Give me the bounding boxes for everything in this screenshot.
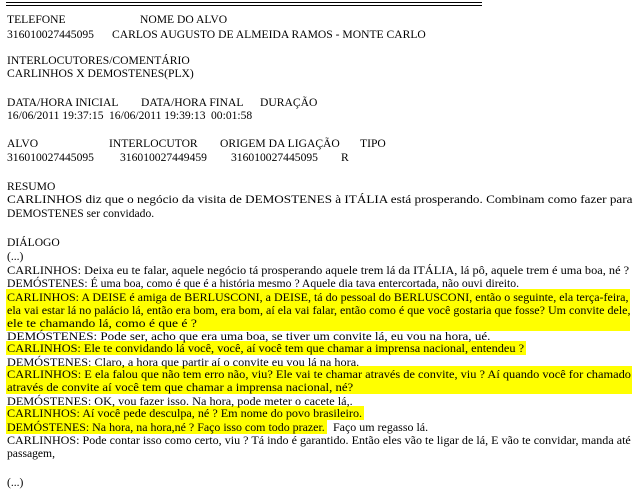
dialogue-line: Faço um regasso lá. bbox=[333, 421, 429, 434]
dialogue-line: ela vai estar lá no palácio lá, então era bom, era bom, aí ela vai falar, então como é que você gostaria que fosse? Um convite dele, bbox=[7, 304, 631, 317]
ellipsis-bottom: (...) bbox=[7, 476, 24, 489]
value-alvo: 316010027445095 bbox=[7, 151, 94, 164]
dialogue-line: DEMÓSTENES: Na hora, na hora,né ? Faço isso com todo prazer. bbox=[7, 421, 325, 434]
ellipsis-top: (...) bbox=[7, 250, 24, 263]
dialogue-line: CARLINHOS: A DEISE é amiga de BERLUSCONI, a DEISE, tá do pessoal do BERLUSCONI, então o seguinte, ela terça-feira, bbox=[7, 291, 629, 304]
label-alvo: ALVO bbox=[7, 137, 39, 150]
label-interlocutor: INTERLOCUTOR bbox=[109, 137, 198, 150]
dialogue-line: CARLINHOS: Deixa eu te falar, aquele negócio tá prosperando aquele trem lá da ITÁLIA, lá pô, aquele trem é uma boa, né ? bbox=[7, 264, 630, 277]
dialogo-title: DIÁLOGO bbox=[7, 236, 60, 249]
value-duracao: 00:01:58 bbox=[211, 109, 253, 122]
value-telefone: 316010027445095 bbox=[7, 28, 94, 41]
dialogue-line: através de convite aí você tem que chamar a imprensa nacional, né? bbox=[7, 381, 354, 394]
label-data-hora-inicial: DATA/HORA INICIAL bbox=[7, 96, 119, 109]
dialogue-line: CARLINHOS: E ela falou que não tem erro não, viu? Ele vai te chamar através de convite, viu ? Aí quando você for chamado bbox=[7, 368, 631, 381]
value-tipo: R bbox=[341, 151, 349, 164]
label-data-hora-final: DATA/HORA FINAL bbox=[141, 96, 244, 109]
value-data-hora-final: 16/06/2011 19:39:13 bbox=[109, 109, 206, 122]
resumo-line-1: CARLINHOS diz que o negócio da visita de DEMOSTENES à ITÁLIA está prosperando. Combinam como fazer para bbox=[7, 193, 633, 206]
dialogue-line: CARLINHOS: Ele te convidando lá você, você, aí você tem que chamar a imprensa nacional, entendeu ? bbox=[7, 342, 525, 355]
dialogue-line: CARLINHOS: Pode contar isso como certo, viu ? Tá indo é garantido. Então eles vão te ligar de lá, E vão te convidar, manda até bbox=[7, 434, 631, 447]
label-origem-da-ligacao: ORIGEM DA LIGAÇÃO bbox=[220, 137, 340, 150]
value-origem-da-ligacao: 316010027445095 bbox=[231, 151, 318, 164]
top-rule-1 bbox=[6, 2, 482, 3]
dialogue-line: ele te chamando lá, como é que é ? bbox=[7, 317, 197, 330]
label-telefone: TELEFONE bbox=[7, 13, 66, 26]
dialogue-line: DEMÓSTENES: Claro, a hora que partir aí o convite eu vou lá na hora. bbox=[7, 356, 360, 369]
dialogue-line: CARLINHOS: Aí você pede desculpa, né ? Em nome do povo brasileiro. bbox=[7, 407, 363, 420]
label-nome-do-alvo: NOME DO ALVO bbox=[140, 13, 228, 26]
label-interlocutores: INTERLOCUTORES/COMENTÁRIO bbox=[7, 54, 190, 67]
value-nome-do-alvo: CARLOS AUGUSTO DE ALMEIDA RAMOS - MONTE CARLO bbox=[112, 28, 426, 41]
resumo-title: RESUMO bbox=[7, 180, 56, 193]
top-rule-2 bbox=[6, 5, 482, 6]
dialogue-line: DEMÓSTENES: Pode ser, acho que era uma boa, se tiver um convite lá, eu vou na hora, ué. bbox=[7, 330, 491, 343]
dialogue-line: passagem, bbox=[7, 447, 55, 460]
dialogue-line: DEMÓSTENES: É uma boa, como é que é a história mesmo ? Aquele dia tava entercortada, não ouvi direito. bbox=[7, 277, 520, 290]
label-duracao: DURAÇÃO bbox=[260, 96, 318, 109]
resumo-line-2: DEMOSTENES ser convidado. bbox=[7, 207, 155, 220]
value-interlocutores: CARLINHOS X DEMOSTENES(PLX) bbox=[7, 67, 194, 80]
label-tipo: TIPO bbox=[360, 137, 386, 150]
value-data-hora-inicial: 16/06/2011 19:37:15 bbox=[7, 109, 104, 122]
dialogue-line: DEMÓSTENES: OK, vou fazer isso. Na hora, pode meter o cacete lá,. bbox=[7, 395, 353, 408]
value-interlocutor: 316010027449459 bbox=[120, 151, 207, 164]
